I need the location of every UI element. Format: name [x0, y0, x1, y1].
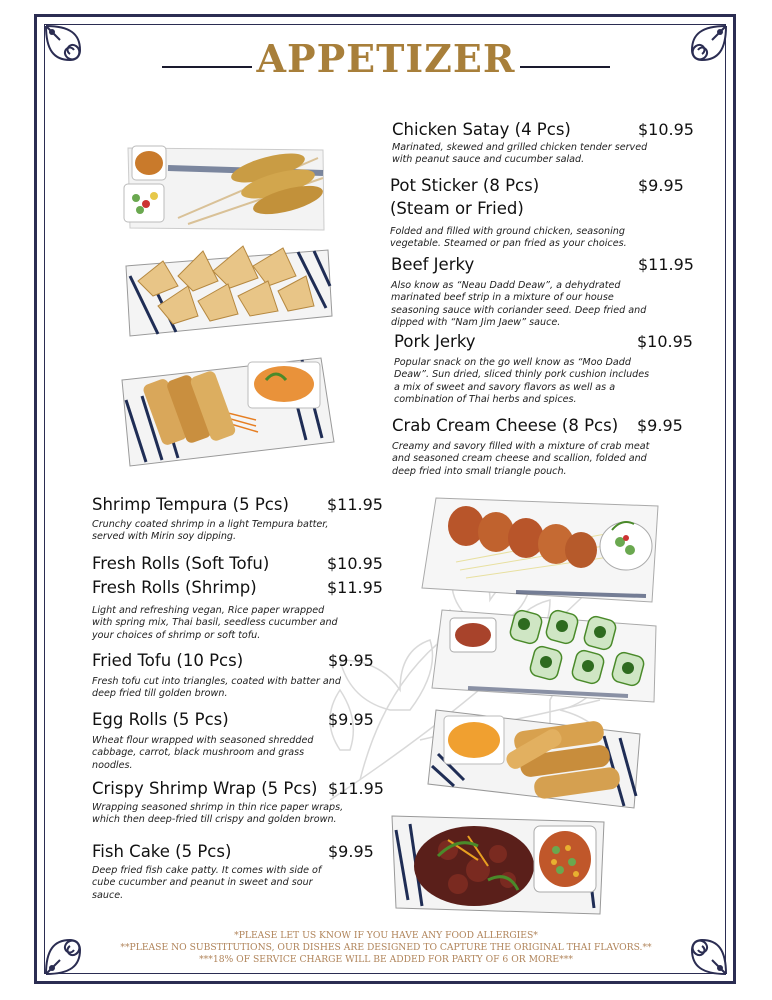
item-description: Also know as “Neau Dadd Deaw”, a dehydrated marinated beef strip in a mixture of our house seasoning sauce with coriander seed. Deep fried and dipped with “Nam Jim Jaew” sauce.	[391, 280, 647, 329]
menu-item-beef-jerky	[391, 255, 692, 330]
item-price: $9.95	[637, 416, 683, 435]
item-name: Pot Sticker (8 Pcs)	[390, 176, 540, 195]
item-description: Crunchy coated shrimp in a light Tempura batter, served with Mirin soy dipping.	[92, 519, 329, 543]
item-description: Creamy and savory filled with a mixture of crab meat and seasoned cream cheese and scallion, folded and deep fried into small triangle pouch.	[392, 441, 650, 477]
menu-item-crab-cream-cheese	[392, 416, 692, 478]
item-description: Light and refreshing vegan, Rice paper wrapped with spring mix, Thai basil, seedless cucumber and your choices of shrimp or soft tofu.	[92, 605, 338, 641]
item-description: Folded and filled with ground chicken, seasoning vegetable. Steamed or pan fried as your choices.	[390, 226, 627, 250]
menu-item-fresh-rolls-shrimp	[92, 578, 382, 642]
fresh-rolls-image	[428, 604, 660, 704]
item-price: $9.95	[328, 710, 374, 729]
menu-item-fried-tofu	[92, 651, 382, 701]
page-title: APPETIZER	[256, 36, 516, 81]
item-price: $11.95	[327, 578, 383, 597]
item-price: $10.95	[327, 554, 383, 573]
item-description: Deep fried fish cake patty. It comes with side of cube cucumber and peanut in sweet and sour sauce.	[92, 865, 322, 901]
item-description: Fresh tofu cut into triangles, coated with batter and deep fried till golden brown.	[92, 676, 341, 700]
menu-item-fresh-rolls-tofu	[92, 554, 382, 573]
item-price: $9.95	[328, 651, 374, 670]
item-description: Wheat flour wrapped with seasoned shredded cabbage, carrot, black mushroom and grass noodles.	[92, 735, 314, 771]
item-name: Crab Cream Cheese (8 Pcs)	[392, 416, 619, 435]
item-description: Marinated, skewed and grilled chicken tender served with peanut sauce and cucumber salad.	[392, 142, 648, 166]
item-description: Popular snack on the go well know as “Moo Dadd Deaw”. Sun dried, sliced thinly pork cushion includes a mix of sweet and savory flavors as well as a combination of Thai herbs and spices.	[394, 357, 650, 406]
footer-substitution-note: **PLEASE NO SUBSTITUTIONS, OUR DISHES ARE DESIGNED TO CAPTURE THE ORIGINAL THAI FLAVORS.**	[120, 942, 652, 953]
fried-jerky-image	[388, 810, 608, 918]
item-price: $11.95	[327, 495, 383, 514]
item-name: Pork Jerky	[394, 332, 476, 351]
item-price: $9.95	[638, 176, 684, 195]
menu-item-crispy-shrimp-wrap	[92, 779, 382, 827]
egg-rolls-image	[424, 706, 646, 810]
menu-item-pot-sticker	[390, 176, 692, 251]
item-name: Chicken Satay (4 Pcs)	[392, 120, 571, 139]
crab-rangoon-image	[118, 236, 336, 344]
item-name: Fried Tofu (10 Pcs)	[92, 651, 244, 670]
fish-cake-top-image	[416, 492, 660, 604]
chicken-satay-image	[118, 138, 330, 234]
item-name-option: (Steam or Fried)	[390, 199, 524, 218]
menu-item-egg-rolls	[92, 710, 382, 772]
item-description: Wrapping seasoned shrimp in thin rice paper wraps, which then deep-fried till crispy and golden brown.	[92, 802, 344, 826]
spring-rolls-image	[116, 350, 338, 470]
menu-item-pork-jerky	[394, 332, 692, 407]
menu-item-shrimp-tempura	[92, 495, 383, 544]
footer-allergy-note: *PLEASE LET US KNOW IF YOU HAVE ANY FOOD ALLERGIES*	[234, 930, 538, 941]
item-price: $10.95	[637, 332, 693, 351]
item-name: Fish Cake (5 Pcs)	[92, 842, 232, 861]
item-name: Shrimp Tempura (5 Pcs)	[92, 495, 289, 514]
item-price: $11.95	[638, 255, 694, 274]
item-name: Crispy Shrimp Wrap (5 Pcs)	[92, 779, 318, 798]
item-name: Egg Rolls (5 Pcs)	[92, 710, 229, 729]
footer-service-charge-note: ***18% OF SERVICE CHARGE WILL BE ADDED FOR PARTY OF 6 OR MORE***	[199, 954, 573, 965]
item-name: Fresh Rolls (Shrimp)	[92, 578, 257, 597]
menu-item-chicken-satay	[392, 120, 692, 167]
title-rule-right	[520, 66, 610, 68]
item-price: $11.95	[328, 779, 384, 798]
item-price: $10.95	[638, 120, 694, 139]
item-name: Fresh Rolls (Soft Tofu)	[92, 554, 270, 573]
item-price: $9.95	[328, 842, 374, 861]
menu-item-fish-cake	[92, 842, 382, 902]
item-name: Beef Jerky	[391, 255, 475, 274]
